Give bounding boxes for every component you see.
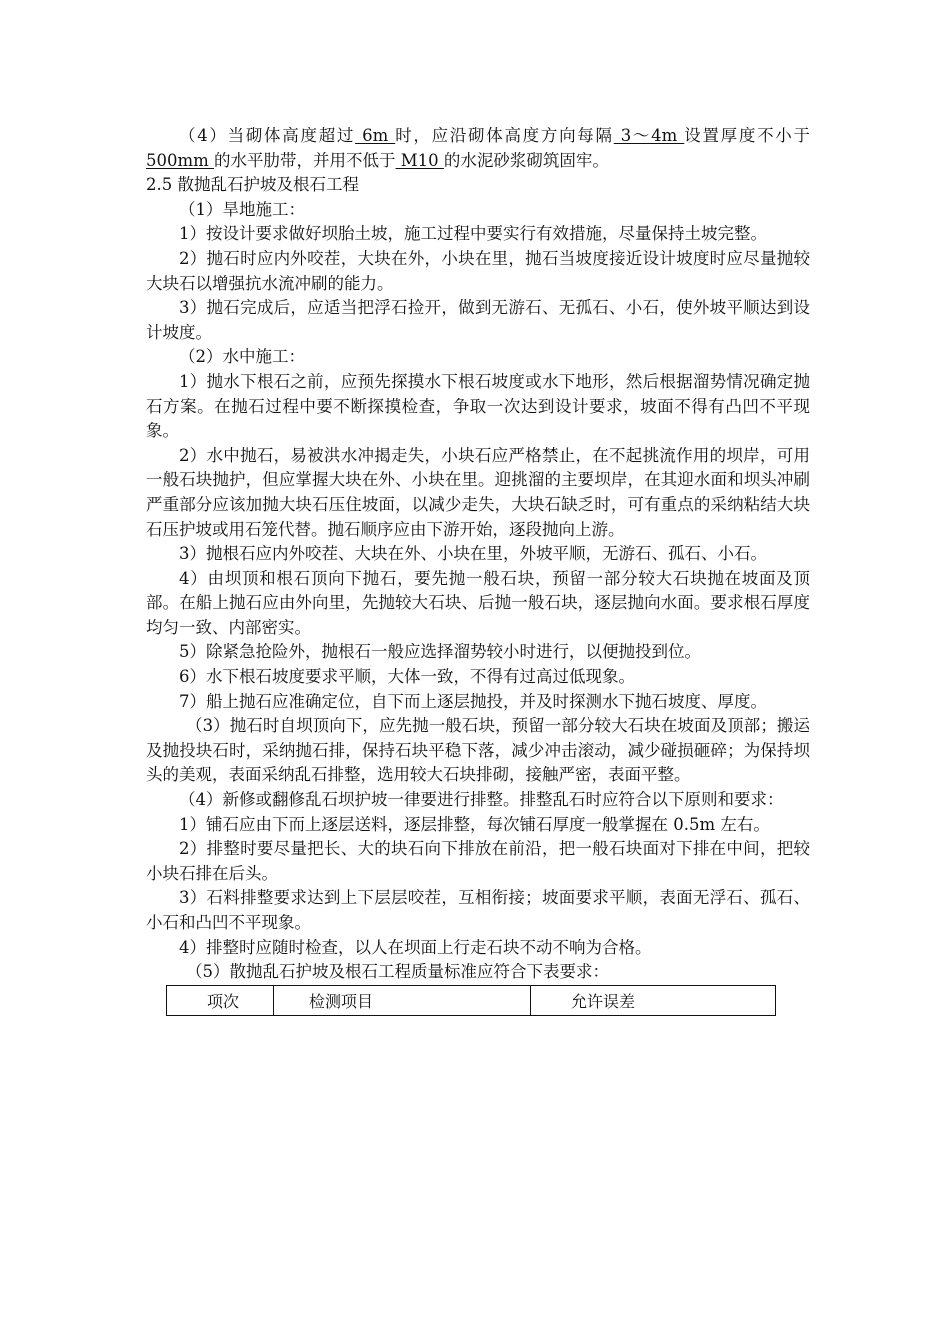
underlined-value: M10 — [395, 150, 444, 170]
list-item: 2）水中抛石，易被洪水冲揭走失，小块石应严格禁止，在不起挑流作用的坝岸，可用一般石块抛护，但应掌握大块在外、小块在里。迎挑溜的主要坝岸，在其迎水面和坝头冲刷严重部分应该加抛大块石压住坡面，以减少走失，大块石缺乏时，可有重点的采纳粘结大块石压护坡或用石笼代替。抛石顺序应由下游开始，逐段抛向上游。 — [146, 445, 810, 539]
list-item: 3）抛石完成后，应适当把浮石捡开，做到无游石、无孤石、小石，使外坡平顺达到设计坡度。 — [146, 298, 810, 342]
list-item: 5）除紧急抢险外，抛根石一般应选择溜势较小时进行，以便抛投到位。 — [179, 642, 701, 662]
list-item: 1）抛水下根石之前，应预先探摸水下根石坡度或水下地形，然后根据溜势情况确定抛石方案。在抛石过程中要不断探摸检查，争取一次达到设计要求，坡面不得有凸凹不平现象。 — [146, 371, 810, 441]
table-header-row — [167, 985, 776, 1015]
list-item: 1）按设计要求做好坝胎土坡，施工过程中要实行有效措施，尽量保持土坡完整。 — [179, 224, 767, 244]
table-header-cell: 检测项目 — [274, 985, 531, 1015]
paragraph-item3: （3）抛石时自坝顶向下，应先抛一般石块，预留一部分较大石块在坡面及顶部；搬运及抛投块石时，采纳抛石排，保持石块平稳下落，减少冲击滚动，减少碰损砸碎；为保持坝头的美观，表面采纳乱石排整，选用较大石块排砌，接触严密，表面平整。 — [146, 716, 810, 785]
list-item: 2）排整时要尽量把长、大的块石向下排放在前沿，把一般石块面对下排在中间，把较小块石排在后头。 — [146, 839, 810, 883]
list-item: 3）抛根石应内外咬茬、大块在外、小块在里，外坡平顺，无游石、孤石、小石。 — [179, 544, 767, 564]
list-item: 2）抛石时应内外咬茬，大块在外，小块在里，抛石当坡度接近设计坡度时应尽量抛较大块石以增强抗水流冲刷的能力。 — [146, 248, 810, 293]
list-item: 4）排整时应随时检查，以人在坝面上行走石块不动不响为合格。 — [179, 937, 652, 957]
list-item: 1）铺石应由下而上逐层送料，逐层排整，每次铺石厚度一般掌握在 0.5m 左右。 — [179, 814, 770, 834]
table-header-cell: 项次 — [167, 985, 274, 1015]
underlined-value: 6m — [355, 126, 396, 145]
quality-standard-table — [166, 985, 776, 1016]
list-item: 7）船上抛石应准确定位，自下而上逐层抛投，并及时探测水下抛石坡度、厚度。 — [179, 691, 767, 711]
paragraph-item5: （5）散抛乱石护坡及根石工程质量标准应符合下表要求： — [186, 962, 609, 982]
list-item: 3）石料排整要求达到上下层层咬茬，互相衔接；坡面要求平顺，表面无浮石、孤石、小石和凸凹不平现象。 — [146, 888, 810, 932]
document-body — [146, 124, 810, 1016]
subsection-title-water: （2）水中施工： — [179, 347, 305, 367]
underlined-value: 3～4m — [613, 126, 685, 145]
underlined-value: 500mm — [146, 150, 215, 170]
table-header-cell: 允许误差 — [531, 985, 776, 1015]
subsection-title-dry: （1）旱地施工： — [179, 199, 305, 219]
list-item: 6）水下根石坡度要求平顺，大体一致，不得有过高过低现象。 — [179, 667, 635, 687]
subsection-title-arrangement: （4）新修或翻修乱石坝护坡一律要进行排整。排整乱石时应符合以下原则和要求： — [179, 790, 784, 810]
section-heading: 2.5 散抛乱石护坡及根石工程 — [146, 175, 359, 195]
paragraph-masonry-rib: （4）当砌体高度超过 6m 时，应沿砌体高度方向每隔 3～4m 设置厚度不小于 500mm 的水平肋带，并用不低于 M10 的水泥砂浆砌筑固牢。 — [146, 126, 811, 170]
list-item: 4）由坝顶和根石顶向下抛石，要先抛一般石块，预留一部分较大石块抛在坡面及顶部。在船上抛石应由外向里，先抛较大石块、后抛一般石块，逐层抛向水面。要求根石厚度均匀一致、内部密实。 — [146, 568, 810, 637]
